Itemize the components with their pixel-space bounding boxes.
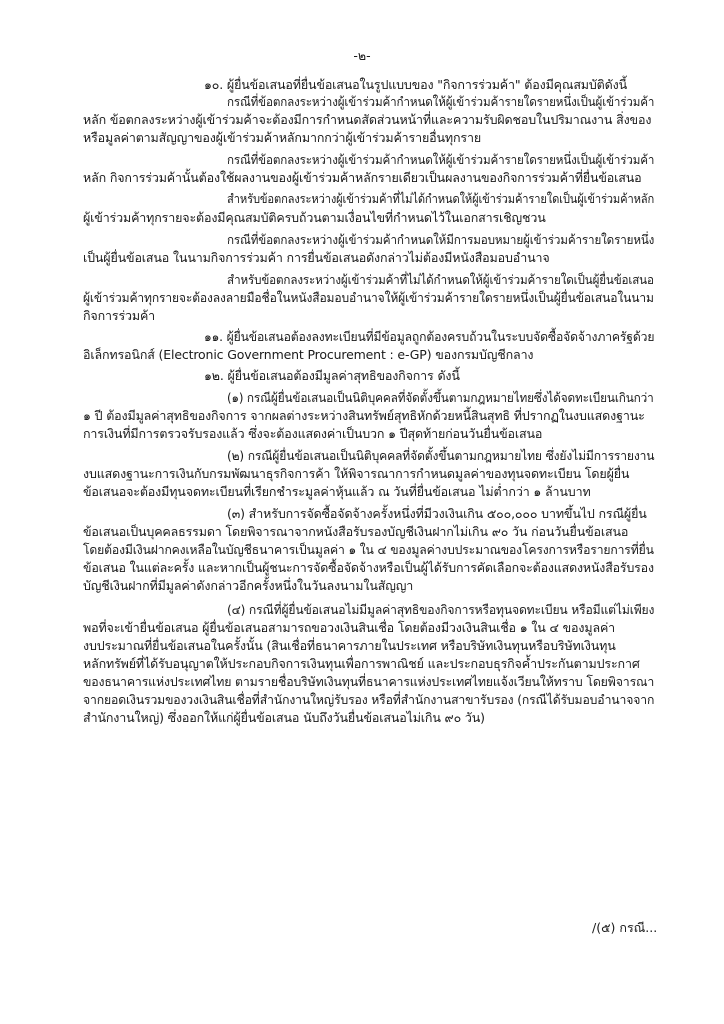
subclause-4-line: (๔) กรณีที่ผู้ยื่นข้อเสนอไม่มีมูลค่าสุทธิของกิจการหรือทุนจดทะเบียน หรือมีแต่ไม่เพียง [227, 602, 655, 617]
paragraph-line: เป็นผู้ยื่นข้อเสนอ ในนามกิจการร่วมค้า การยื่นข้อเสนอดังกล่าวไม่ต้องมีหนังสือมอบอำนาจ [83, 250, 550, 265]
subclause-2-line: (๒) กรณีผู้ยื่นข้อเสนอเป็นนิติบุคคลที่จัดตั้งขึ้นตามกฎหมายไทย ซึ่งยังไม่มีการรายงาน [227, 448, 655, 463]
paragraph-line: ผู้เข้าร่วมค้าทุกรายจะต้องลงลายมือชื่อในหนังสือมอบอำนาจให้ผู้เข้าร่วมค้ารายใดรายหนึ่งเป็นผู้ยื่นข้อเสนอในนาม [83, 290, 654, 305]
paragraph-line: ข้อเสนอจะต้องมีทุนจดทะเบียนที่เรียกชำระมูลค่าหุ้นแล้ว ณ วันที่ยื่นข้อเสนอ ไม่ต่ำกว่า ๑ ล้านบาท [83, 484, 591, 499]
paragraph-line: โดยต้องมีเงินฝากคงเหลือในบัญชีธนาคารเป็นมูลค่า ๑ ใน ๔ ของมูลค่างบประมาณของโครงการหรือรายการที่ยื่น [83, 542, 654, 557]
clause-10-heading: ๑๐. ผู้ยื่นข้อเสนอที่ยื่นข้อเสนอในรูปแบบของ "กิจการร่วมค้า" ต้องมีคุณสมบัติดังนี้ [204, 77, 627, 92]
paragraph-line: บัญชีเงินฝากที่มีมูลค่าดังกล่าวอีกครั้งหนึ่งในวันลงนามในสัญญา [83, 578, 414, 593]
paragraph-line: สำนักงานใหญ่) ซึ่งออกให้แก่ผู้ยื่นข้อเสนอ นับถึงวันยื่นข้อเสนอไม่เกิน ๙๐ วัน) [83, 710, 485, 725]
subclause-1-line: (๑) กรณีผู้ยื่นข้อเสนอเป็นนิติบุคคลที่จัดตั้งขึ้นตามกฎหมายไทยซึ่งได้จดทะเบียนเกินกว่า [227, 390, 654, 405]
paragraph-line: งบประมาณที่ยื่นข้อเสนอในครั้งนั้น (สินเชื่อที่ธนาคารภายในประเทศ หรือบริษัทเงินทุนหรือบริษัทเงินทุน [83, 638, 616, 653]
paragraph-line: ข้อเสนอ ในแต่ละครั้ง และหากเป็นผู้ชนะการจัดซื้อจัดจ้างหรือเป็นผู้ได้รับการคัดเลือกจะต้องแสดงหนังสือรับรอง [83, 560, 654, 575]
page-number: -๒- [353, 48, 371, 63]
paragraph-line: ข้อเสนอเป็นบุคคลธรรมดา โดยพิจารณาจากหนังสือรับรองบัญชีเงินฝากไม่เกิน ๙๐ วัน ก่อนวันยื่นข้อเสนอ [83, 524, 629, 539]
paragraph-line: ๑ ปี ต้องมีมูลค่าสุทธิของกิจการ จากผลต่างระหว่างสินทรัพย์สุทธิหักด้วยหนี้สินสุทธิ ที่ปรากฏในงบแสดงฐานะ [83, 408, 645, 423]
paragraph-line: สำหรับข้อตกลงระหว่างผู้เข้าร่วมค้าที่ไม่ได้กำหนดให้ผู้เข้าร่วมค้ารายใดเป็นผู้ยื่นข้อเสนอ [227, 272, 654, 287]
paragraph-line: จากยอดเงินรวมของวงเงินสินเชื่อที่สำนักงานใหญ่รับรอง หรือที่สำนักงานสาขารับรอง (กรณีได้รับมอบอำนาจจาก [83, 692, 655, 707]
paragraph-line: หรือมูลค่าตามสัญญาของผู้เข้าร่วมค้าหลักมากกว่าผู้เข้าร่วมค้ารายอื่นทุกราย [83, 130, 482, 145]
paragraph-line: ของธนาคารแห่งประเทศไทย ตามรายชื่อบริษัทเงินทุนที่ธนาคารแห่งประเทศไทยแจ้งเวียนให้ทราบ โดยพิจารณา [83, 674, 655, 689]
paragraph-line: หลักทรัพย์ที่ได้รับอนุญาตให้ประกอบกิจการเงินทุนเพื่อการพาณิชย์ และประกอบธุรกิจค้ำประกันตามประกาศ [83, 656, 640, 671]
paragraph-line: กรณีที่ข้อตกลงระหว่างผู้เข้าร่วมค้ากำหนดให้ผู้เข้าร่วมค้ารายใดรายหนึ่งเป็นผู้เข้าร่วมค้า [227, 152, 655, 167]
clause-11-heading: ๑๑. ผู้ยื่นข้อเสนอต้องลงทะเบียนที่มีข้อมูลถูกต้องครบถ้วนในระบบจัดซื้อจัดจ้างภาครัฐด้วย [204, 329, 655, 344]
paragraph-line: พอที่จะเข้ายื่นข้อเสนอ ผู้ยื่นข้อเสนอสามารถขอวงเงินสินเชื่อ โดยต้องมีวงเงินสินเชื่อ ๑ ใน ๔ ของมูลค่า [83, 620, 616, 635]
paragraph-line: หลัก กิจการร่วมค้านั้นต้องใช้ผลงานของผู้เข้าร่วมค้าหลักรายเดียวเป็นผลงานของกิจการร่วมค้าที่ยื่นข้อเสนอ [83, 170, 642, 185]
paragraph-line: หลัก ข้อตกลงระหว่างผู้เข้าร่วมค้าจะต้องมีการกำหนดสัดส่วนหน้าที่และความรับผิดชอบในปริมาณงาน สิ่งของ [83, 112, 652, 127]
continuation-marker: /(๕) กรณี... [592, 920, 658, 935]
subclause-3-line: (๓) สำหรับการจัดซื้อจัดจ้างครั้งหนึ่งที่มีวงเงินเกิน ๕๐๐,๐๐๐ บาทขึ้นไป กรณีผู้ยื่น [227, 506, 647, 521]
paragraph-line: กรณีที่ข้อตกลงระหว่างผู้เข้าร่วมค้ากำหนดให้ผู้เข้าร่วมค้ารายใดรายหนึ่งเป็นผู้เข้าร่วมค้า [227, 94, 655, 109]
paragraph-line: กิจการร่วมค้า [83, 308, 156, 323]
paragraph-line: อิเล็กทรอนิกส์ (Electronic Government Procurement : e-GP) ของกรมบัญชีกลาง [83, 347, 534, 362]
paragraph-line: สำหรับข้อตกลงระหว่างผู้เข้าร่วมค้าที่ไม่ได้กำหนดให้ผู้เข้าร่วมค้ารายใดเป็นผู้เข้าร่วมค้าหลัก [227, 191, 655, 206]
paragraph-line: ผู้เข้าร่วมค้าทุกรายจะต้องมีคุณสมบัติครบถ้วนตามเงื่อนไขที่กำหนดไว้ในเอกสารเชิญชวน [83, 210, 546, 225]
paragraph-line: กรณีที่ข้อตกลงระหว่างผู้เข้าร่วมค้ากำหนดให้มีการมอบหมายผู้เข้าร่วมค้ารายใดรายหนึ่ง [227, 232, 655, 247]
paragraph-line: งบแสดงฐานะการเงินกับกรมพัฒนาธุรกิจการค้า ให้พิจารณาการกำหนดมูลค่าของทุนจดทะเบียน โดยผู้ยื่น [83, 466, 630, 481]
clause-12-heading: ๑๒. ผู้ยื่นข้อเสนอต้องมีมูลค่าสุทธิของกิจการ ดังนี้ [204, 368, 460, 383]
paragraph-line: การเงินที่มีการตรวจรับรองแล้ว ซึ่งจะต้องแสดงค่าเป็นบวก ๑ ปีสุดท้ายก่อนวันยื่นข้อเสนอ [83, 426, 543, 441]
